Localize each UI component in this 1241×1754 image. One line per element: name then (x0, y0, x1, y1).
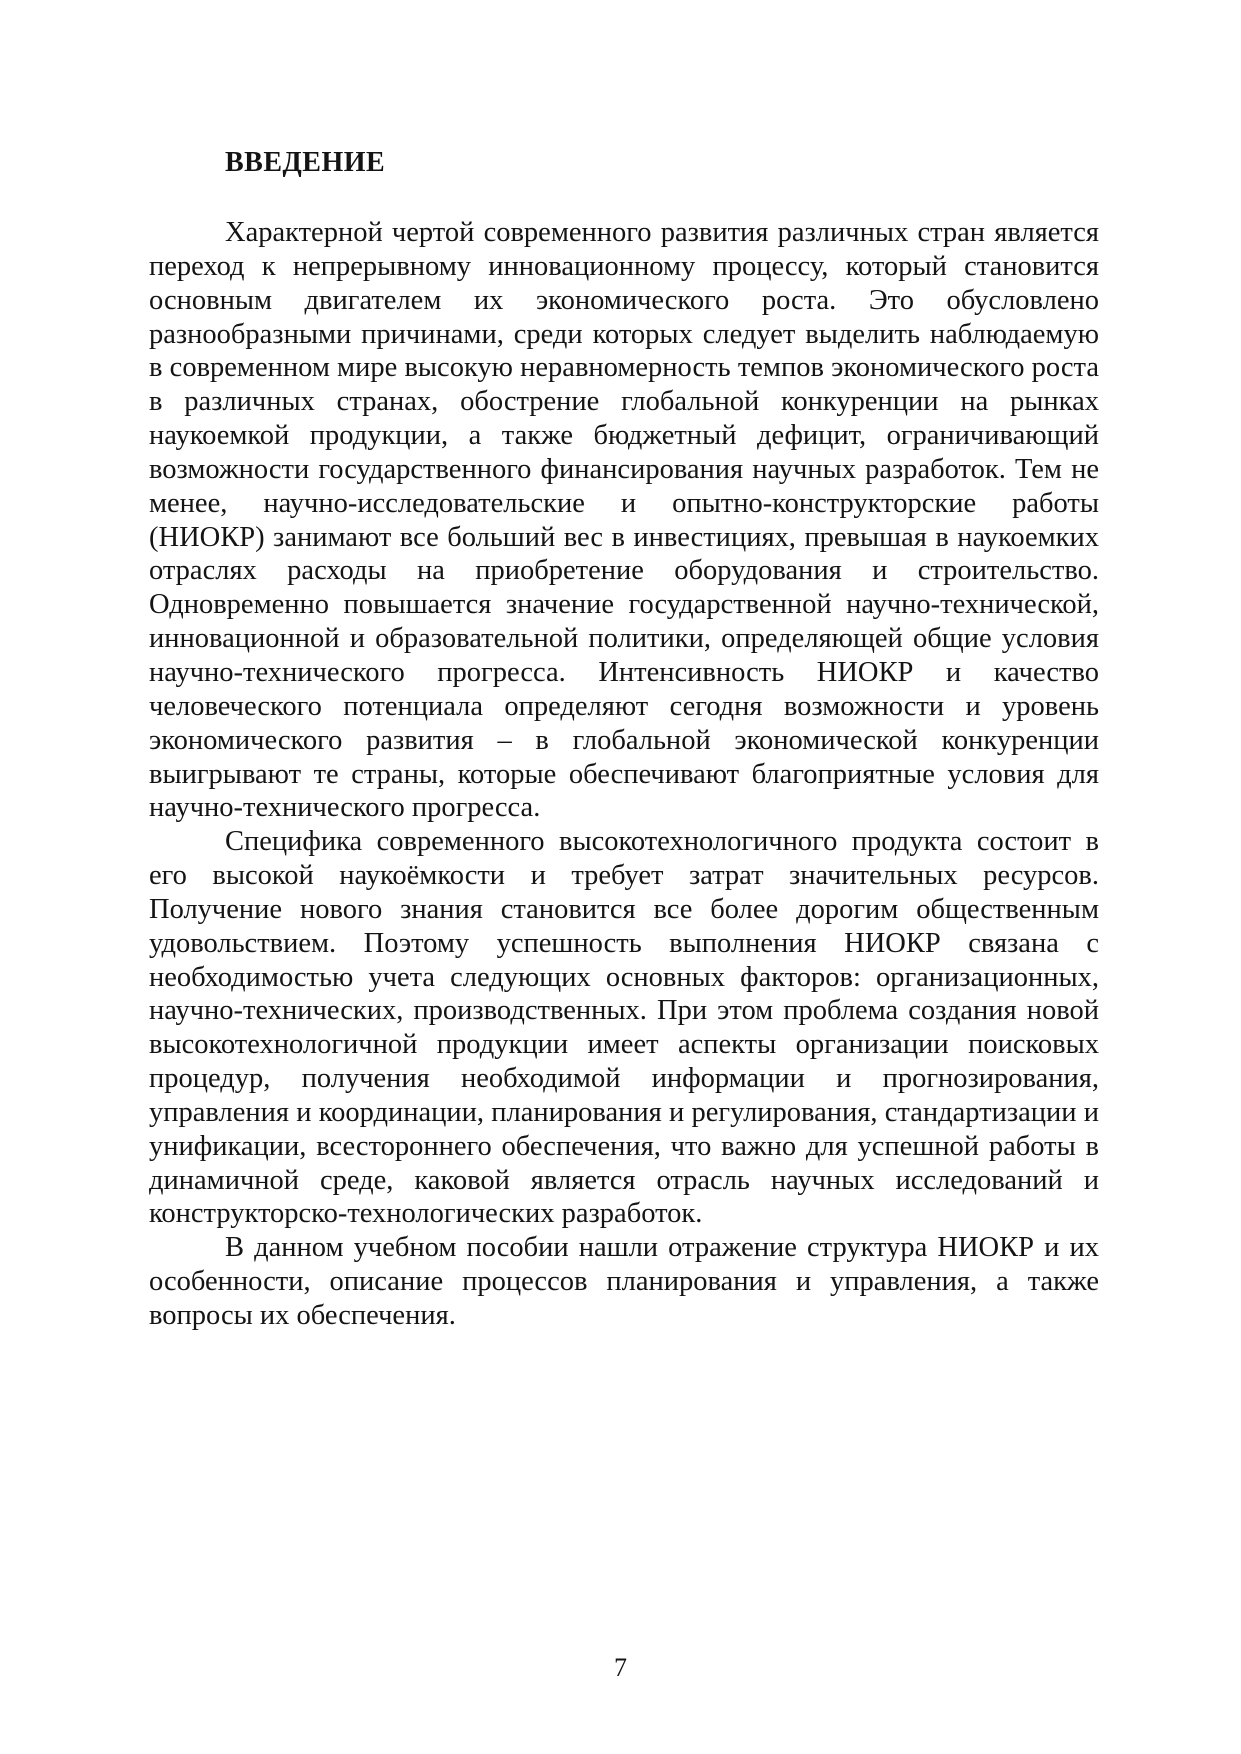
paragraph-1: Характерной чертой современного развития различных стран является переход к непрерывному инновационному процессу, который становится основным двигателем их экономического роста. Это обусловлено разнообразными причинами, среди которых следует выделить наблюдаемую в современном мире высокую неравномерность темпов экономического роста в различных странах, обострение глобальной конкуренции на рынках наукоемкой продукции, а также бюджетный дефицит, ограничивающий возможности государственного финансирования научных разработок. Тем не менее, научно-исследовательские и опытно-конструкторские работы (НИОКР) занимают все больший вес в инвестициях, превышая в наукоемких отраслях расходы на приобретение оборудования и строительство. Одновременно повышается значение государственной научно-технической, инновационной и образовательной политики, определяющей общие условия научно-технического прогресса. Интенсивность НИОКР и качество человеческого потенциала определяют сегодня возможности и уровень экономического развития – в глобальной экономической конкуренции выигрывают те страны, которые обеспечивают благоприятные условия для научно-технического прогресса. (149, 217, 1099, 824)
page-number: 7 (614, 1653, 627, 1682)
body-text (149, 216, 1099, 1333)
paragraph-3: В данном учебном пособии нашли отражение структура НИОКР и их особенности, описание процессов планирования и управления, а также вопросы их обеспечения. (149, 1232, 1099, 1331)
section-heading: ВВЕДЕНИЕ (225, 147, 386, 178)
paragraph-2: Специфика современного высокотехнологичного продукта состоит в его высокой наукоёмкости и требует затрат значительных ресурсов. Получение нового знания становится все более дорогим общественным удовольствием. Поэтому успешность выполнения НИОКР связана с необходимостью учета следующих основных факторов: организационных, научно-технических, производственных. При этом проблема создания новой высокотехнологичной продукции имеет аспекты организации поисковых процедур, получения необходимой информации и прогнозирования, управления и координации, планирования и регулирования, стандартизации и унификации, всестороннего обеспечения, что важно для успешной работы в динамичной среде, каковой является отрасль научных исследований и конструкторско-технологических разработок. (149, 826, 1099, 1230)
